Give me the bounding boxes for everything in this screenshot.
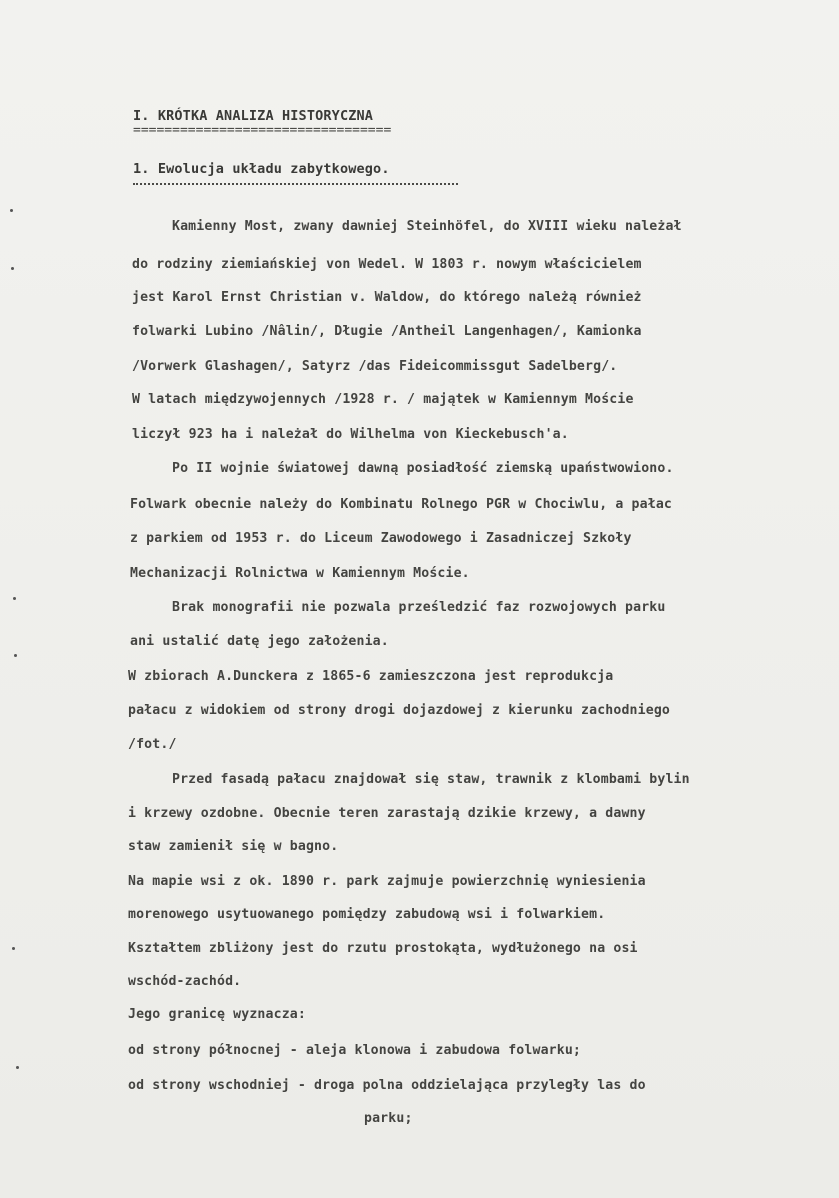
text-line: pałacu z widokiem od strony drogi dojazdowej z kierunku zachodniego [128,703,670,718]
margin-mark [16,1066,19,1069]
section-heading: I. KRÓTKA ANALIZA HISTORYCZNA [133,108,374,124]
text-line: do rodziny ziemiańskiej von Wedel. W 1803 r. nowym właścicielem [132,257,642,272]
text-line: Folwark obecnie należy do Kombinatu Rolnego PGR w Chociwlu, a pałac [130,497,672,512]
text-line: parku; [364,1111,413,1126]
text-line: /fot./ [128,737,177,752]
margin-mark [11,267,14,270]
text-line: /Vorwerk Glashagen/, Satyrz /das Fideicommissgut Sadelberg/. [132,359,618,374]
text-line: staw zamienił się w bagno. [128,839,339,854]
text-line: W zbiorach A.Dunckera z 1865-6 zamieszczona jest reprodukcja [128,669,614,684]
margin-mark [13,597,16,600]
text-line: i krzewy ozdobne. Obecnie teren zarastają dzikie krzewy, a dawny [128,806,646,821]
subsection-heading: 1. Ewolucja układu zabytkowego. [133,161,390,177]
margin-mark [12,947,15,950]
text-line: Po II wojnie światowej dawną posiadłość ziemską upaństwowiono. [172,461,674,476]
text-line: morenowego usytuowanego pomiędzy zabudową wsi i folwarkiem. [128,907,606,922]
text-line: Brak monografii nie pozwala prześledzić faz rozwojowych parku [172,600,666,615]
margin-mark [10,209,13,212]
text-line: liczył 923 ha i należał do Wilhelma von Kieckebusch'a. [132,427,569,442]
text-line: Przed fasadą pałacu znajdował się staw, trawnik z klombami bylin [172,772,690,787]
margin-mark [14,654,17,657]
text-line: folwarki Lubino /Nâlin/, Długie /Antheil Langenhagen/, Kamionka [132,324,642,339]
text-line: wschód-zachód. [128,974,242,989]
text-line: jest Karol Ernst Christian v. Waldow, do którego należą również [132,290,642,305]
text-line: Na mapie wsi z ok. 1890 r. park zajmuje powierzchnię wyniesienia [128,874,646,889]
text-line: Jego granicę wyznacza: [128,1007,306,1022]
text-line: Mechanizacji Rolnictwa w Kamiennym Moście. [130,566,470,581]
text-line: od strony północnej - aleja klonowa i zabudowa folwarku; [128,1043,582,1058]
text-line: z parkiem od 1953 r. do Liceum Zawodowego i Zasadniczej Szkoły [130,531,632,546]
text-line: ani ustalić datę jego założenia. [130,634,389,649]
text-line: od strony wschodniej - droga polna oddzielająca przyległy las do [128,1078,646,1093]
text-line: W latach międzywojennych /1928 r. / majątek w Kamiennym Moście [132,392,634,407]
heading-double-rule: ================================= [133,126,392,136]
text-line: Kształtem zbliżony jest do rzutu prostokąta, wydłużonego na osi [128,941,638,956]
text-line: Kamienny Most, zwany dawniej Steinhöfel, do XVIII wieku należał [172,219,682,234]
subheading-underline [133,183,458,185]
